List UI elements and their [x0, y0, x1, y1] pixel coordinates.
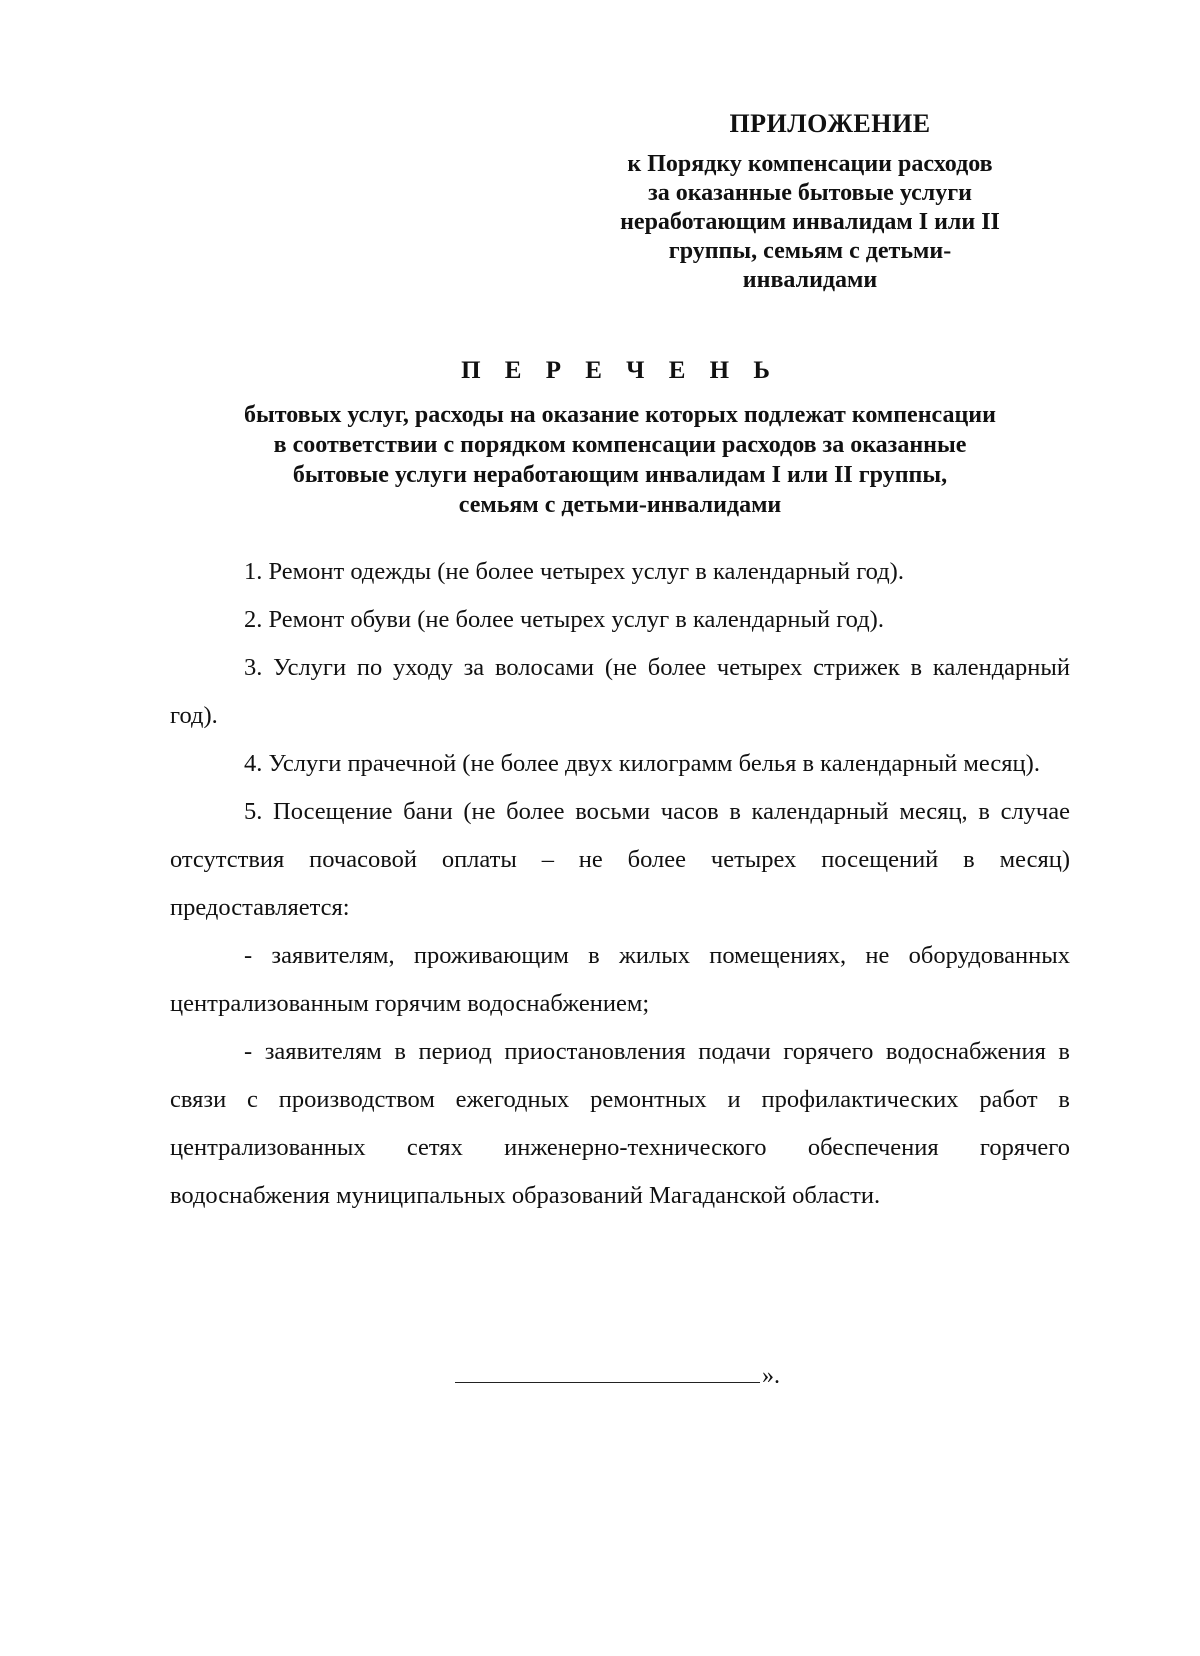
closing-line: [455, 1363, 780, 1390]
list-subtitle: [170, 400, 1070, 520]
list-item: 1. Ремонт одежды (не более четырех услуг в календарный год).: [244, 558, 904, 585]
list-item: 4. Услуги прачечной (не более двух килограмм белья в календарный месяц).: [244, 750, 1040, 777]
appendix-header: [560, 108, 1060, 295]
list-title: П Е Р Е Ч Е Н Ь: [461, 357, 779, 384]
appendix-subtitle-line: неработающим инвалидам I или II: [620, 209, 1000, 235]
appendix-subtitle-line: к Порядку компенсации расходов: [627, 151, 993, 177]
list-subtitle-line: в соответствии с порядком компенсации расходов за оказанные: [273, 432, 967, 458]
appendix-subtitle: [560, 150, 1060, 295]
list-item: 5. Посещение бани (не более восьми часов в календарный месяц, в случае отсутствия почасовой оплаты – не более четырех посещений в месяц) предоставляется:: [170, 798, 1070, 921]
appendix-subtitle-line: группы, семьям с детьми-: [668, 238, 952, 264]
list-item: - заявителям в период приостановления подачи горячего водоснабжения в связи с производством ежегодных ремонтных и профилактических работ в централизованных сетях инженерно-технического обеспечения горячего водоснабжения муниципальных образований Магаданской области.: [170, 1038, 1070, 1209]
signature-underline: [455, 1381, 760, 1383]
list-item: 3. Услуги по уходу за волосами (не более четырех стрижек в календарный год).: [170, 654, 1070, 729]
list-item: 2. Ремонт обуви (не более четырех услуг в календарный год).: [244, 606, 884, 633]
services-list: [170, 548, 1070, 1220]
appendix-title: ПРИЛОЖЕНИЕ: [729, 109, 931, 138]
list-item: - заявителям, проживающим в жилых помещениях, не оборудованных централизованным горячим водоснабжением;: [170, 942, 1070, 1017]
list-subtitle-line: семьям с детьми-инвалидами: [458, 492, 782, 518]
list-subtitle-line: бытовых услуг, расходы на оказание которых подлежат компенсации: [244, 402, 996, 428]
appendix-subtitle-line: инвалидами: [742, 267, 878, 293]
list-subtitle-line: бытовые услуги неработающим инвалидам I или II группы,: [292, 462, 948, 488]
appendix-subtitle-line: за оказанные бытовые услуги: [648, 180, 972, 206]
closing-mark: ».: [762, 1363, 780, 1389]
